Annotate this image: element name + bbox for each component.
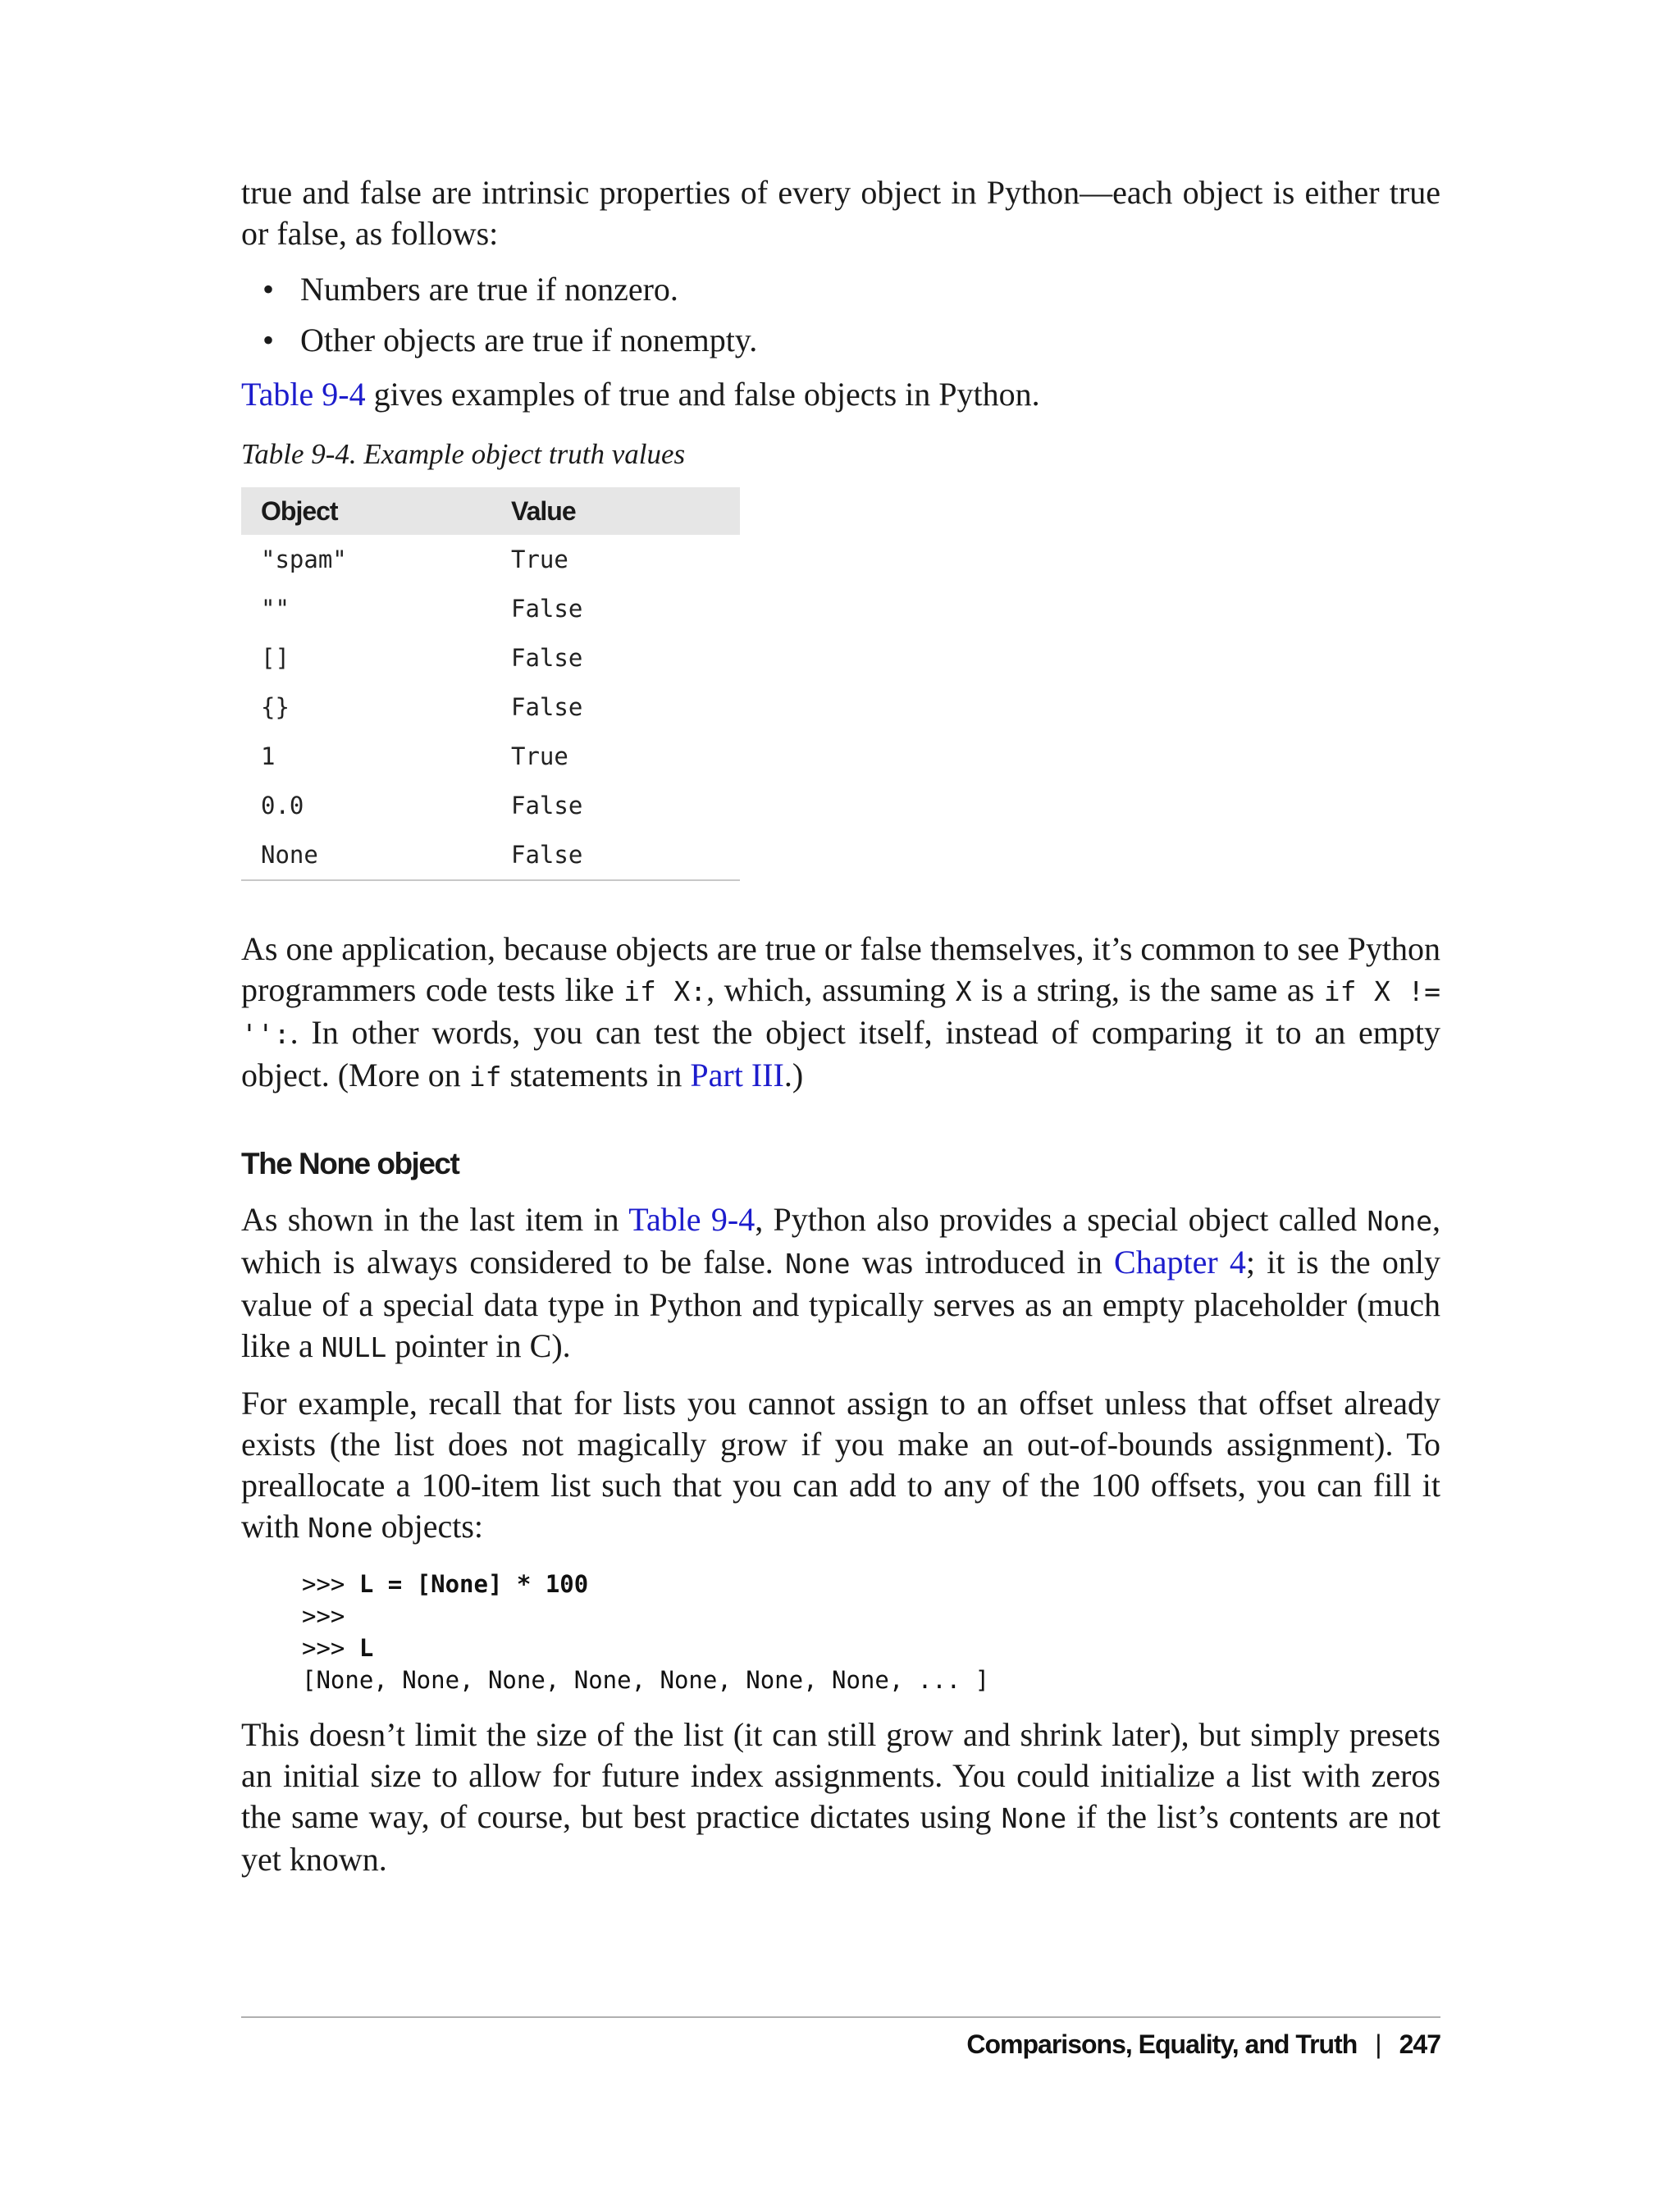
chapter-4-link[interactable]: Chapter 4 [1114, 1244, 1246, 1281]
table-9-4-link[interactable]: Table 9-4 [628, 1201, 756, 1238]
object-cell: "spam" [261, 546, 347, 573]
inline-code: X [955, 975, 972, 1007]
table-row [241, 584, 740, 633]
inline-code: None [1001, 1802, 1067, 1834]
code-example [302, 1568, 1440, 1696]
bullet-icon: • [262, 322, 275, 358]
table-reference-paragraph: Table 9-4 gives examples of true and false objects in Python. [241, 376, 1040, 413]
table-row [241, 830, 740, 880]
inline-code: None [1367, 1205, 1432, 1237]
truth-rules-list [241, 264, 1440, 366]
object-cell: 1 [261, 742, 276, 770]
inline-code: if [468, 1061, 502, 1093]
object-cell: {} [261, 693, 290, 721]
inline-code: NULL [321, 1331, 387, 1363]
table-row [241, 682, 740, 732]
inline-code: if X: [623, 975, 707, 1007]
list-item: • Numbers are true if nonzero. [241, 264, 1440, 315]
object-cell: None [261, 841, 318, 869]
page-footer [966, 2029, 1440, 2060]
preallocate-paragraph: For example, recall that for lists you cannot assign to an offset unless that offset already exists (the list does not magically grow if you make an out-of-bounds assignment). To preallocate a 100-item list such that you can add to any of the 100 offsets, you can fill it with None objects: [241, 1385, 1440, 1545]
footer-separator: | [1375, 2029, 1381, 2059]
list-item: • Other objects are true if nonempty. [241, 315, 1440, 366]
application-paragraph: As one application, because objects are true or false themselves, it’s common to see Python programmers code tests like if X:, which, assuming X is a string, is the same as if X != '':. In other words, you can test the object itself, instead of comparing it to an empty object. (More on if statements in Part III.) [241, 930, 1440, 1093]
code-output: [None, None, None, None, None, None, None, ... ] [302, 1666, 990, 1694]
value-cell: False [511, 841, 583, 869]
code-input: L = [None] * 100 [358, 1570, 589, 1598]
value-cell: False [511, 644, 583, 672]
page-body [241, 172, 1440, 1880]
closing-paragraph: This doesn’t limit the size of the list (it can still grow and shrink later), but simply presets an initial size to allow for future index assignments. You could initialize a list with zeros the same way, of course, but best practice dictates using None if the list’s contents are not yet known. [241, 1716, 1440, 1878]
value-cell: True [511, 742, 568, 770]
bullet-icon: • [262, 271, 275, 308]
object-cell: 0.0 [261, 792, 304, 819]
footer-divider [241, 2016, 1440, 2018]
running-chapter-title: Comparisons, Equality, and Truth [966, 2029, 1358, 2059]
inline-code: None [785, 1248, 851, 1280]
code-prompt: >>> [302, 1602, 345, 1630]
table-row [241, 781, 740, 830]
object-cell: [] [261, 644, 290, 672]
value-cell: False [511, 792, 583, 819]
inline-code: None [308, 1512, 373, 1544]
section-heading: The None object [241, 1147, 459, 1180]
object-cell: "" [261, 595, 290, 623]
value-cell: False [511, 595, 583, 623]
code-input: L [358, 1634, 374, 1662]
value-cell: True [511, 546, 568, 573]
table-header-row [241, 487, 740, 535]
value-cell: False [511, 693, 583, 721]
part-iii-link[interactable]: Part III [690, 1057, 784, 1093]
table-row [241, 732, 740, 781]
inline-code: if X != '': [241, 975, 1440, 1050]
table-9-4-link[interactable]: Table 9-4 [241, 376, 366, 413]
table-row [241, 535, 740, 584]
column-header-object: Object [241, 487, 511, 535]
intro-paragraph: true and false are intrinsic properties of every object in Python—each object is either true or false, as follows: [241, 174, 1440, 252]
none-object-paragraph: As shown in the last item in Table 9-4, Python also provides a special object called None, which is always considered to be false. None was introduced in Chapter 4; it is the only value of a special data type in Python and typically serves as an empty placeholder (much like a NULL pointer in C). [241, 1201, 1441, 1364]
code-prompt: >>> [302, 1570, 359, 1598]
code-prompt: >>> [302, 1634, 359, 1662]
table-caption: Table 9-4. Example object truth values [241, 438, 686, 470]
table-row [241, 633, 740, 682]
page-number: 247 [1399, 2029, 1440, 2059]
truth-values-table [241, 487, 740, 881]
column-header-value: Value [511, 487, 740, 535]
